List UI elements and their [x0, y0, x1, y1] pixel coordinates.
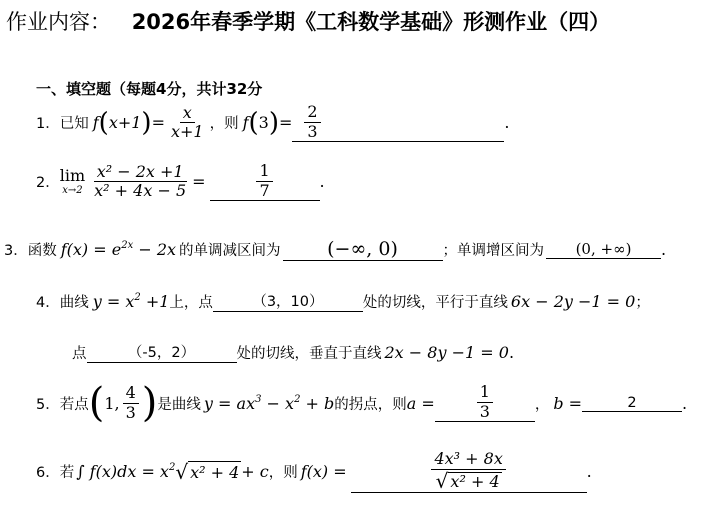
q5-curve-base: y = ax: [203, 393, 256, 413]
question-6: [36, 451, 592, 493]
q1-paren-open-2: (: [248, 107, 259, 138]
q2-lim-word: lim: [59, 165, 86, 185]
q1-f-ask: f: [242, 113, 249, 133]
q4-curve-exp: 2: [134, 291, 141, 303]
q2-lim-sub: x→2: [62, 184, 83, 196]
q2-ans-den: 7: [259, 180, 270, 200]
q5-text-2: 的拐点，则: [334, 396, 407, 413]
question-2: [36, 163, 325, 201]
q3-exp: 2x: [121, 240, 134, 251]
q3-function: [61, 240, 176, 259]
question-4-number: 4．: [36, 294, 60, 311]
q1-comma: ，则: [209, 116, 239, 133]
q4-text-3: 处的切线，垂直于直线: [236, 345, 382, 362]
question-1-number: 1．: [36, 116, 60, 133]
q4-curve-rest: +1: [140, 291, 170, 311]
q3-answer-1: (−∞, 0): [327, 238, 398, 260]
q4-answer-2: （-5，2）: [127, 345, 196, 361]
q1-f: f: [92, 113, 99, 133]
question-2-number: 2．: [36, 175, 60, 192]
q5-curve-end: + b: [300, 393, 335, 413]
q5-answer-a-blank[interactable]: [435, 384, 535, 422]
question-4-line-2: [72, 341, 514, 363]
question-5: [36, 380, 688, 426]
q4-answer-2-blank[interactable]: [87, 341, 237, 363]
q6-ans-sqrt: [435, 468, 502, 493]
q5-curve-exp-2: 2: [294, 393, 301, 405]
q6-answer: [431, 451, 505, 492]
q4-answer-1: （3，10）: [252, 294, 324, 310]
q5-pt-num: 4: [123, 385, 139, 404]
q4-curve-base: y = x: [92, 291, 135, 311]
q6-radical-sign: √: [175, 460, 189, 485]
q1-eq-2: =: [279, 113, 293, 133]
q5-b-label: b =: [553, 393, 583, 413]
page-title: [6, 6, 610, 36]
q6-answer-blank[interactable]: [351, 451, 587, 493]
q5-curve-exp: 3: [255, 393, 262, 405]
q3-answer-2: (0, +∞): [575, 240, 632, 258]
q6-integral-base: ∫ f(x)dx = x: [76, 462, 169, 482]
q6-ans-num: 4x³ + 8x: [431, 451, 505, 470]
q5-pt-den: 3: [125, 402, 136, 422]
q5-curve: [204, 394, 334, 413]
q1-paren-close: ): [141, 107, 152, 138]
q1-fraction: [168, 102, 207, 142]
q2-end: .: [319, 172, 325, 192]
q5-paren-open: (: [88, 380, 105, 426]
q2-eq: =: [192, 172, 206, 192]
q1-answer-blank[interactable]: [292, 104, 504, 142]
q6-prefix: 若: [59, 465, 75, 482]
title-label: 作业内容：: [6, 10, 111, 34]
q3-text-1: 的单调减区间为: [179, 243, 281, 259]
q5-a-num: 1: [477, 384, 493, 403]
q6-integral: [76, 462, 175, 481]
q5-answer-a: [477, 384, 493, 421]
q2-answer: [256, 163, 272, 200]
q4-line-2-eq: 2x − 8y −1 = 0: [384, 342, 509, 362]
q5-end: .: [682, 393, 688, 413]
q1-ans-num: 2: [304, 104, 320, 123]
q4-answer-1-blank[interactable]: [213, 290, 363, 312]
q4-prefix: 曲线: [59, 294, 89, 311]
q6-ans-radical-sign: √: [435, 468, 449, 493]
q5-answer-b: 2: [627, 394, 637, 411]
q6-text: ，则: [268, 465, 298, 482]
q6-integral-exp: 2: [168, 462, 176, 474]
q3-answer-1-blank[interactable]: [283, 238, 443, 261]
q6-sqrt: [175, 460, 241, 485]
q1-f-ask-arg: 3: [258, 113, 269, 133]
q2-frac-den: x² + 4x − 5: [94, 181, 187, 201]
q1-f-arg: x+1: [108, 113, 142, 133]
q4-prefix-2: 点: [72, 345, 87, 362]
q5-point-a: 1,: [104, 393, 120, 413]
q5-point-frac: [123, 382, 139, 422]
question-4: [36, 290, 650, 312]
q3-prefix: 函数: [27, 243, 57, 259]
q1-end: .: [504, 113, 510, 133]
section-heading: 一、填空题（每题4分，共计32分: [36, 80, 263, 98]
q1-paren-close-2: ): [268, 107, 280, 138]
q5-a-den: 3: [479, 402, 490, 421]
q1-answer: [304, 104, 320, 141]
q1-eq: =: [151, 113, 165, 133]
q3-fx: f(x) = e: [60, 240, 122, 259]
q5-sep: ，: [534, 396, 550, 413]
q4-end: .: [508, 342, 515, 362]
q2-limit: [59, 165, 86, 196]
q3-rest: − 2x: [133, 240, 177, 259]
q5-a-label: a =: [406, 393, 435, 413]
q6-ans-den-wrap: [433, 470, 505, 492]
question-6-number: 6．: [36, 465, 60, 482]
q1-paren-open: (: [98, 107, 109, 138]
q3-text-2: ；单调增区间为: [442, 243, 545, 259]
q4-text-2: 处的切线，平行于直线: [362, 294, 508, 311]
q6-plus-c: + c: [241, 462, 269, 482]
q1-frac-num: x: [180, 105, 195, 124]
question-3-number: 3．: [4, 243, 28, 259]
q5-paren-close: ): [141, 380, 158, 426]
q6-ans-den: x² + 4: [450, 472, 500, 491]
q1-ans-den: 3: [307, 121, 318, 141]
q5-answer-b-blank[interactable]: [582, 395, 682, 412]
question-1: [36, 104, 510, 142]
q6-sqrt-body: x² + 4: [190, 463, 240, 483]
q2-answer-blank[interactable]: [210, 163, 320, 201]
q4-semi: ；: [635, 294, 650, 311]
q5-text-1: 是曲线: [157, 396, 201, 413]
q2-frac-num: x² − 2x +1: [94, 164, 187, 183]
q6-fx: f(x) =: [300, 462, 347, 482]
q2-ans-num: 1: [256, 163, 272, 182]
q4-curve: [93, 292, 170, 311]
q4-line-1: 6x − 2y −1 = 0: [510, 291, 636, 311]
title-subject: 2026年春季学期《工科数学基础》形测作业（四）: [131, 10, 611, 34]
question-3: [4, 238, 666, 261]
q4-text-1: 上，点: [169, 294, 213, 311]
q5-prefix: 若点: [59, 396, 89, 413]
question-5-number: 5．: [36, 396, 60, 413]
q1-frac-den: x+1: [170, 122, 204, 142]
q5-curve-mid: − x: [261, 393, 295, 413]
q2-fraction: [91, 161, 189, 201]
q3-end: .: [661, 240, 667, 259]
question-1-prefix: 已知: [59, 116, 89, 133]
q3-answer-2-blank[interactable]: [546, 240, 661, 259]
q6-end: .: [586, 462, 592, 482]
